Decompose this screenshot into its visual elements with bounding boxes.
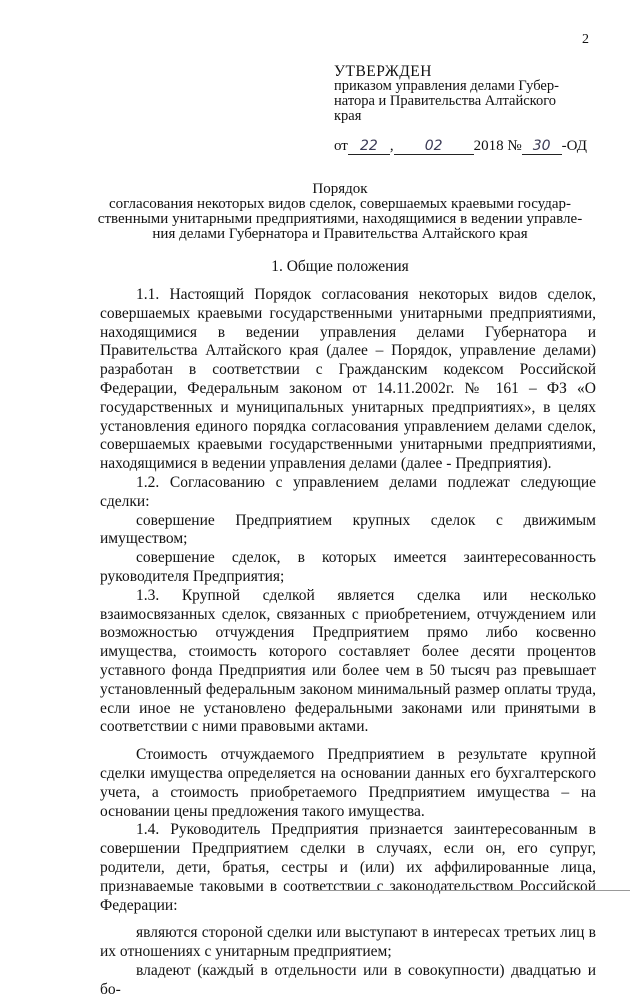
order-number-handwritten: 30 [522, 138, 562, 155]
section-heading: 1. Общие положения [271, 258, 409, 275]
date-prefix: от [334, 138, 348, 154]
paragraph-1-1: 1.1. Настоящий Порядок согласования некоторых видов сделок, совершаемых краевыми государственными унитарными предприятиями, находящимися в ведении управления делами Губернатора и Правительства Алтайского края (далее – Порядок, управление делами) разработан в соответствии с Гражданским кодексом Российской Федерации, Федеральным законом от 14.11.2002г. № 161 – ФЗ «О государственных и муниципальных унитарных предприятиях», в целях установления единого порядка согласования управлением делами сделок, совершаемых краевыми государственными унитарными предприятиями, находящимися в ведении управления делами (далее - Предприятия). [100, 286, 596, 473]
title-line-4: ния делами Губернатора и Правительства Алтайского края [152, 226, 528, 242]
paragraph-1-2-item-2: совершение сделок, в которых имеется заинтересованность руководителя Предприятия; [100, 549, 596, 585]
date-month-handwritten: 02 [394, 138, 474, 155]
approval-heading: УТВЕРЖДЕН [334, 63, 432, 80]
paragraph-1-2-item-1: совершение Предприятием крупных сделок с движимым имуществом; [100, 511, 596, 548]
paragraph-1-2: 1.2. Согласованию с управлением делами подлежат следующие сделки: [100, 473, 596, 510]
page-number: 2 [582, 32, 589, 47]
approval-line-3: края [334, 108, 362, 124]
paragraph-1-4-item-1: являются стороной сделки или выступают в интересах третьих лиц в их отношениях с унитарным предприятием; [100, 924, 596, 961]
body-text [100, 286, 596, 999]
title-line-3: ственными унитарными предприятиями, находящимися в ведении управле- [97, 211, 583, 227]
paragraph-1-4-item-2: владеют (каждый в отдельности или в совокупности) двадцатью и бо- [100, 961, 596, 998]
approval-line-1: приказом управления делами Губер- [334, 78, 559, 94]
order-date-line: от 22 , 02 2018 № 30 -ОД [334, 138, 587, 154]
approval-stamp [334, 64, 624, 124]
document-title [70, 182, 610, 242]
date-year-number-label: 2018 № [473, 138, 522, 154]
paragraph-1-3: 1.3. Крупной сделкой является сделка или несколько взаимосвязанных сделок, связанных с приобретением, отчуждением или возможностью отчуждения Предприятием прямо либо косвенно имущества, стоимость которого составляет более десяти процентов уставного фонда Предприятия или более чем в 50 тысяч раз превышает установленный федеральным законом минимальный размер оплаты труда, если иное не установлено федеральными законами или принятыми в соответствии с ними правовыми актами. [100, 586, 596, 736]
order-suffix: -ОД [561, 138, 587, 154]
title-line-2: согласования некоторых видов сделок, совершаемых краевыми государ- [108, 196, 572, 212]
title-line-1: Порядок [312, 181, 368, 197]
date-day-handwritten: 22 [348, 138, 390, 155]
approval-line-2: натора и Правительства Алтайского [334, 93, 557, 109]
paragraph-1-3-value: Стоимость отчуждаемого Предприятием в результате крупной сделки имущества определяется на основании данных его бухгалтерского учета, а стоимость приобретаемого Предприятием имущества – на основании цены предложения такого имущества. [100, 746, 596, 820]
paragraph-1-4: 1.4. Руководитель Предприятия признается заинтересованным в совершении Предприятием сделки в случаях, если он, его супруг, родители, дети, братья, сестры и (или) их аффилированные лица, признаваемые таковыми в соответствии с законодательством Российской Федерации: [100, 821, 596, 914]
footer-divider [312, 890, 630, 891]
